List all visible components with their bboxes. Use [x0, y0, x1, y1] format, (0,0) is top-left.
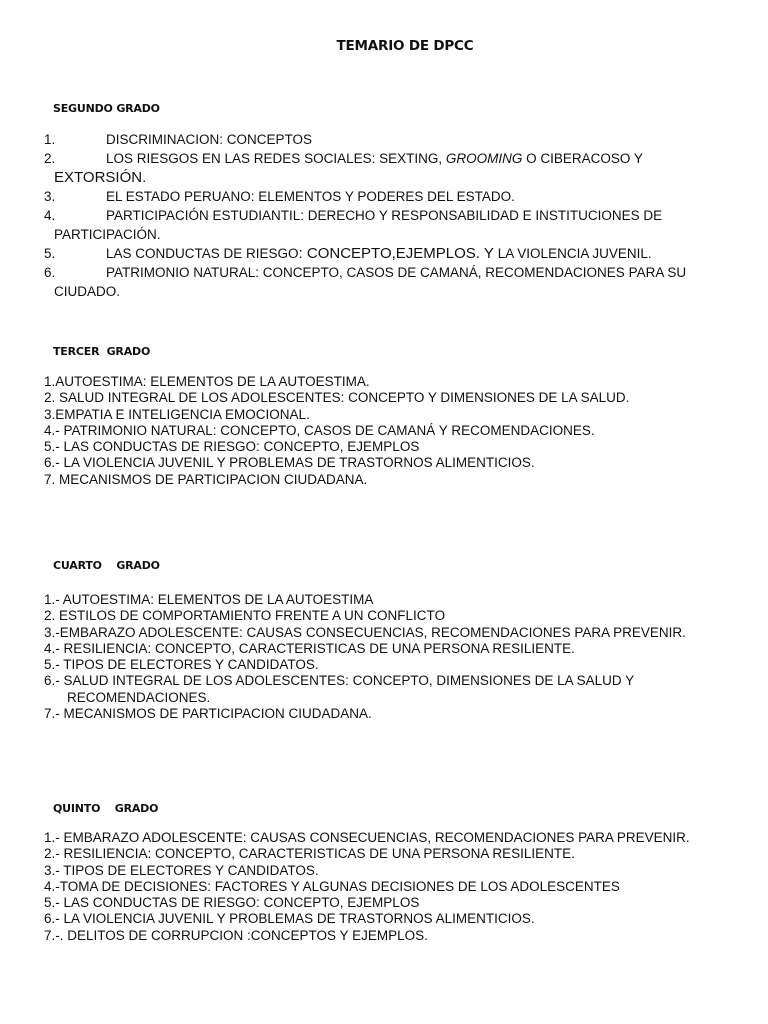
item-text: PATRIMONIO NATURAL: CONCEPTO, CASOS DE CAMANÁ, RECOMENDACIONES PARA SU [106, 265, 687, 280]
list-item: 4.-TOMA DE DECISIONES: FACTORES Y ALGUNAS DECISIONES DE LOS ADOLESCENTES [44, 878, 620, 894]
list-item: 7.-. DELITOS DE CORRUPCION :CONCEPTOS Y EJEMPLOS. [44, 927, 428, 943]
quinto-grado-heading: QUINTO GRADO [53, 802, 159, 815]
cuarto-grado-heading: CUARTO GRADO [53, 559, 160, 572]
item-text-continuation: RECOMENDACIONES. [67, 689, 211, 705]
quinto-grado-list [44, 830, 734, 944]
tercer-grado-list [44, 374, 734, 488]
item-text: DISCRIMINACION: CONCEPTOS [106, 132, 313, 147]
list-item: 7. MECANISMOS DE PARTICIPACION CIUDADANA. [44, 471, 368, 487]
list-item [44, 263, 704, 301]
item-number: 4. [44, 208, 56, 223]
segundo-grado-list [0, 130, 768, 301]
list-item: 2.- RESILIENCIA: CONCEPTO, CARACTERISTICAS DE UNA PERSONA RESILIENTE. [44, 846, 575, 862]
list-item: 4.- PATRIMONIO NATURAL: CONCEPTO, CASOS DE CAMANÁ Y RECOMENDACIONES. [44, 422, 595, 438]
list-item: 1.- AUTOESTIMA: ELEMENTOS DE LA AUTOESTIMA [44, 592, 374, 607]
item-text-emphasis: GROOMING [445, 151, 523, 166]
list-item: 1.- EMBARAZO ADOLESCENTE: CAUSAS CONSECUENCIAS, RECOMENDACIONES PARA PREVENIR. [44, 830, 690, 845]
item-text-continuation: CIUDADO. [54, 284, 121, 299]
list-item: 3.-EMBARAZO ADOLESCENTE: CAUSAS CONSECUENCIAS, RECOMENDACIONES PARA PREVENIR. [44, 624, 686, 640]
list-item: 5.- LAS CONDUCTAS DE RIESGO: CONCEPTO, EJEMPLOS [44, 895, 420, 911]
list-item: 3.- TIPOS DE ELECTORES Y CANDIDATOS. [44, 862, 319, 878]
item-text-continuation: PARTICIPACIÓN. [54, 227, 161, 242]
item-text: LOS RIESGOS EN LAS REDES SOCIALES: SEXTING, GROOMING O CIBERACOSO Y [106, 151, 643, 166]
document-title: TEMARIO DE DPCC [336, 38, 474, 54]
list-item: 5.- LAS CONDUCTAS DE RIESGO: CONCEPTO, EJEMPLOS [44, 439, 420, 455]
item-number: 2. [44, 151, 56, 166]
list-item: 1.AUTOESTIMA: ELEMENTOS DE LA AUTOESTIMA. [44, 374, 370, 389]
item-text: PARTICIPACIÓN ESTUDIANTIL: DERECHO Y RESPONSABILIDAD E INSTITUCIONES DE [106, 208, 663, 223]
list-item [44, 673, 734, 706]
list-item: 2. ESTILOS DE COMPORTAMIENTO FRENTE A UN CONFLICTO [44, 608, 446, 624]
item-number: 1. [44, 132, 56, 147]
list-item: 3.EMPATIA E INTELIGENCIA EMOCIONAL. [44, 406, 310, 422]
item-number: 6. [44, 265, 56, 280]
list-item: 5.- TIPOS DE ELECTORES Y CANDIDATOS. [44, 657, 319, 673]
segundo-grado-heading: SEGUNDO GRADO [53, 102, 160, 115]
list-item: 6.- LA VIOLENCIA JUVENIL Y PROBLEMAS DE TRASTORNOS ALIMENTICIOS. [44, 455, 535, 471]
list-item: 4.- RESILIENCIA: CONCEPTO, CARACTERISTICAS DE UNA PERSONA RESILIENTE. [44, 640, 575, 656]
item-number: 5. [44, 246, 56, 261]
list-item: 6.- LA VIOLENCIA JUVENIL Y PROBLEMAS DE TRASTORNOS ALIMENTICIOS. [44, 911, 535, 927]
tercer-grado-heading: TERCER GRADO [53, 345, 151, 358]
list-item [44, 187, 704, 206]
cuarto-grado-list [44, 592, 734, 722]
item-text: LAS CONDUCTAS DE RIESGO: CONCEPTO,EJEMPLOS. Y LA VIOLENCIA JUVENIL. [106, 245, 652, 262]
list-item: 7.- MECANISMOS DE PARTICIPACION CIUDADANA. [44, 706, 372, 722]
list-item [44, 206, 704, 244]
item-number: 3. [44, 189, 56, 204]
item-text: EL ESTADO PERUANO: ELEMENTOS Y PODERES DEL ESTADO. [106, 189, 515, 204]
list-item: 2. SALUD INTEGRAL DE LOS ADOLESCENTES: CONCEPTO Y DIMENSIONES DE LA SALUD. [44, 390, 630, 406]
list-item [44, 149, 704, 187]
list-item [44, 130, 704, 149]
item-text-continuation: EXTORSIÓN. [54, 169, 147, 186]
list-item [44, 244, 704, 263]
item-text: 6.- SALUD INTEGRAL DE LOS ADOLESCENTES: CONCEPTO, DIMENSIONES DE LA SALUD Y [44, 673, 635, 689]
